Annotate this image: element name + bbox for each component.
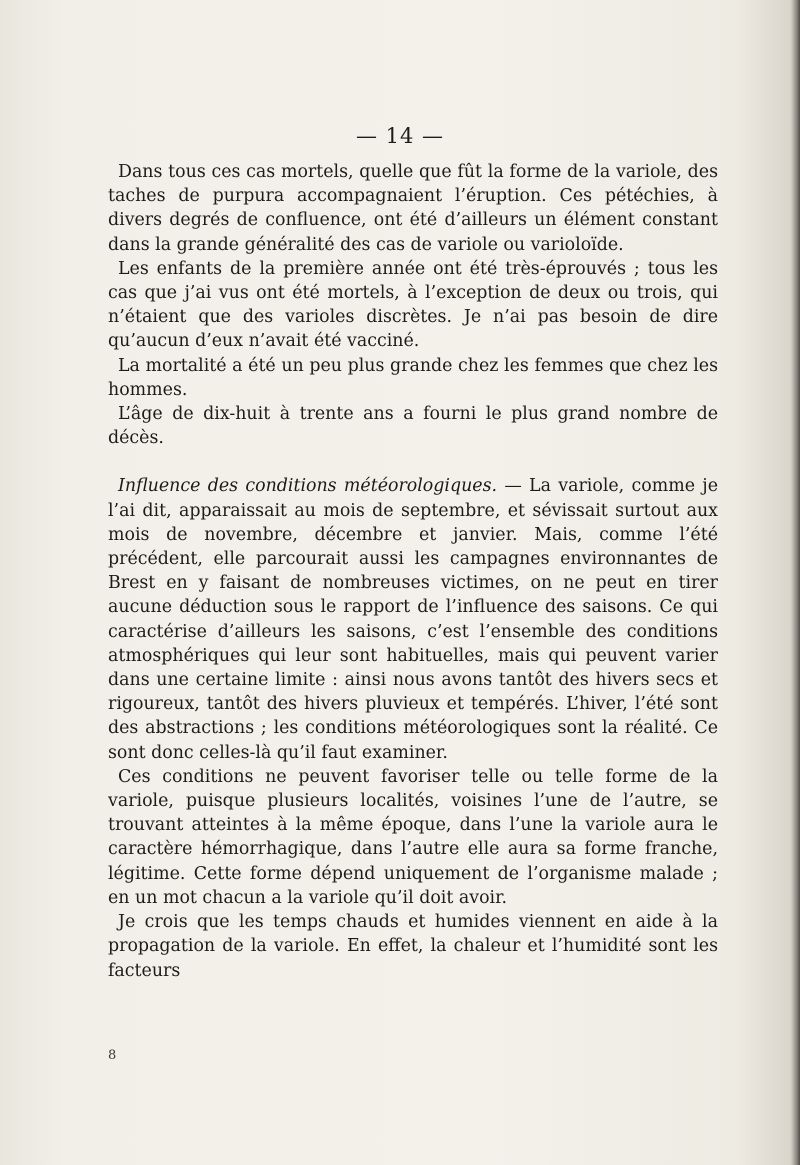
paragraph-propagation: Je crois que les temps chauds et humides viennent en aide à la propagation de la variole. En effet, la chaleur et l’humidité sont les facteurs	[108, 912, 718, 981]
signature-mark: 8	[108, 1048, 117, 1063]
paragraph-conditions: Ces conditions ne peuvent favoriser telle ou telle forme de la variole, puisque plusieurs localités, voisines l’une de l’autre, se trouvant atteintes à la même époque, dans l’une la variole aura le caractère hémorrhagique, dans l’autre elle aura sa forme franche, légitime. Cette forme dépend uniquement de l’organisme malade ; en un mot chacun a la variole qu’il doit avoir.	[108, 766, 718, 908]
page-body	[108, 160, 718, 983]
paragraph-age: L’âge de dix-huit à trente ans a fourni le plus grand nombre de décès.	[108, 404, 718, 449]
section-heading: Influence des conditions météorologiques.	[118, 476, 498, 497]
section-lead-text: — La variole, comme je l’ai dit, apparaissait au mois de septembre, et sévissait surtout aux mois de novembre, décembre et janvier. Mais, comme l’été précédent, elle parcourait aussi les campagnes environnantes de Brest en y faisant de nombreuses victimes, on ne peut en tirer aucune déduction sous le rapport de l’influence des saisons. Ce qui caractérise d’ailleurs les saisons, c’est l’ensemble des conditions atmosphériques qui leur sont habituelles, mais qui peuvent varier dans une certaine limite : ainsi nous avons tantôt des hivers secs et rigoureux, tantôt des hivers pluvieux et tempérés. L’hiver, l’été sont des abstractions ; les conditions météorologiques sont la réalité. Ce sont donc celles-là qu’il faut examiner.	[108, 476, 718, 763]
paragraph-purpura: Dans tous ces cas mortels, quelle que fût la forme de la variole, des taches de purpura accompagnaient l’éruption. Ces pétéchies, à divers degrés de confluence, ont été d’ailleurs un élément constant dans la grande généralité des cas de variole ou varioloïde.	[108, 162, 718, 255]
page-edge-shadow	[790, 0, 800, 1165]
paragraph-mortality: La mortalité a été un peu plus grande chez les femmes que chez les hommes.	[108, 355, 718, 400]
page-number: — 14 —	[355, 124, 445, 148]
paragraph-children: Les enfants de la première année ont été très-éprouvés ; tous les cas que j’ai vus ont été mortels, à l’exception de deux ou trois, qui n’étaient que des varioles discrètes. Je n’ai pas besoin de dire qu’aucun d’eux n’avait été vacciné.	[108, 258, 718, 352]
section-intro	[108, 474, 718, 764]
section-gap	[108, 450, 718, 474]
